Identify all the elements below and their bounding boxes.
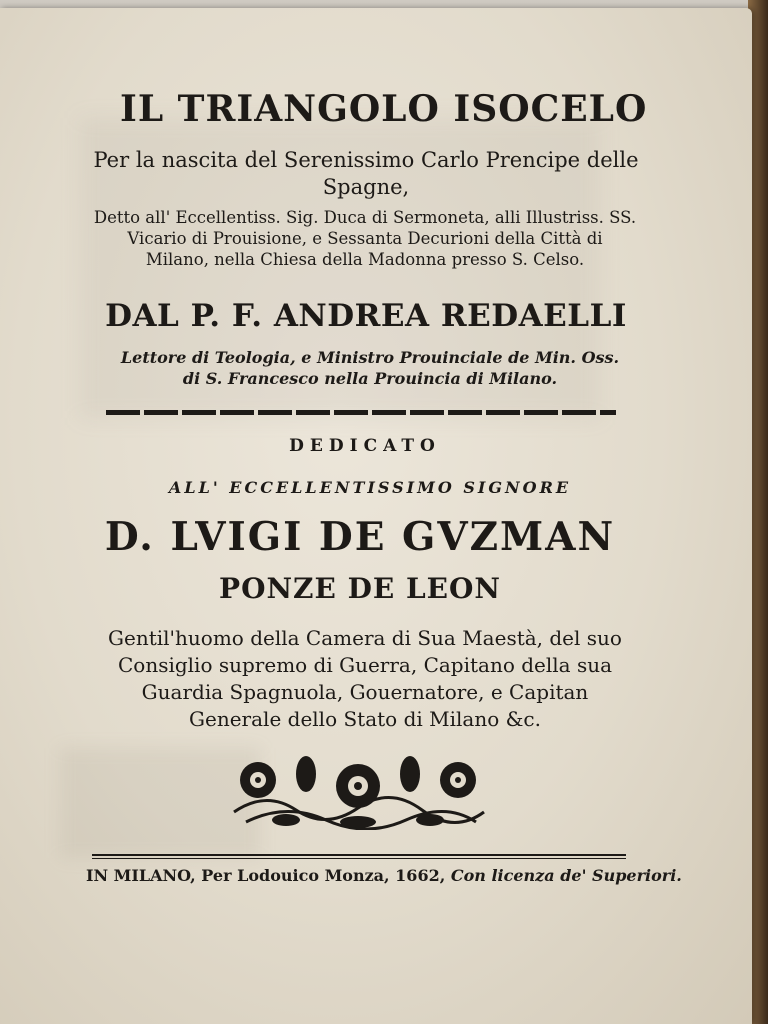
author-name: DAL P. F. ANDREA REDAELLI bbox=[105, 298, 627, 334]
dedicatee-title: Gentil'huomo della Camera di Sua Maestà, del suo bbox=[108, 626, 622, 650]
dedicatee-title: Generale dello Stato di Milano &c. bbox=[189, 707, 541, 731]
author-role: di S. Francesco nella Prouincia di Milano. bbox=[182, 369, 558, 388]
imprint-rule bbox=[92, 858, 626, 859]
dedicatee-name: D. LVIGI DE GVZMAN bbox=[104, 514, 616, 560]
address-line: Detto all' Eccellentiss. Sig. Duca di Sermoneta, alli Illustriss. SS. bbox=[93, 208, 637, 227]
dashed-divider bbox=[106, 410, 616, 415]
subtitle-line: Spagne, bbox=[322, 175, 410, 199]
subtitle-line: Per la nascita del Serenissimo Carlo Prencipe delle bbox=[93, 148, 639, 172]
address-line: Vicario di Prouisione, e Sessanta Decurioni della Città di bbox=[127, 229, 603, 248]
imprint-license: Con licenza de' Superiori. bbox=[445, 866, 682, 885]
dedication-heading: DEDICATO bbox=[289, 436, 441, 456]
imprint-place: IN MILANO, Per Lodouico Monza, 1662, bbox=[86, 866, 446, 885]
floral-ornament-icon bbox=[226, 750, 491, 830]
author-role: Lettore di Teologia, e Ministro Prouinciale de Min. Oss. bbox=[120, 348, 620, 367]
imprint-rule bbox=[92, 854, 626, 856]
book-title: IL TRIANGOLO ISOCELO bbox=[120, 88, 648, 130]
address-line: Milano, nella Chiesa della Madonna presso S. Celso. bbox=[145, 250, 585, 269]
dedicatee-surname: PONZE DE LEON bbox=[219, 572, 501, 605]
dedicatee-title: Guardia Spagnuola, Gouernatore, e Capitan bbox=[141, 680, 589, 704]
title-page bbox=[0, 8, 752, 1024]
dedication-to: ALL' ECCELLENTISSIMO SIGNORE bbox=[168, 478, 572, 497]
imprint-line bbox=[86, 866, 682, 885]
dedicatee-title: Consiglio supremo di Guerra, Capitano della sua bbox=[117, 653, 613, 677]
